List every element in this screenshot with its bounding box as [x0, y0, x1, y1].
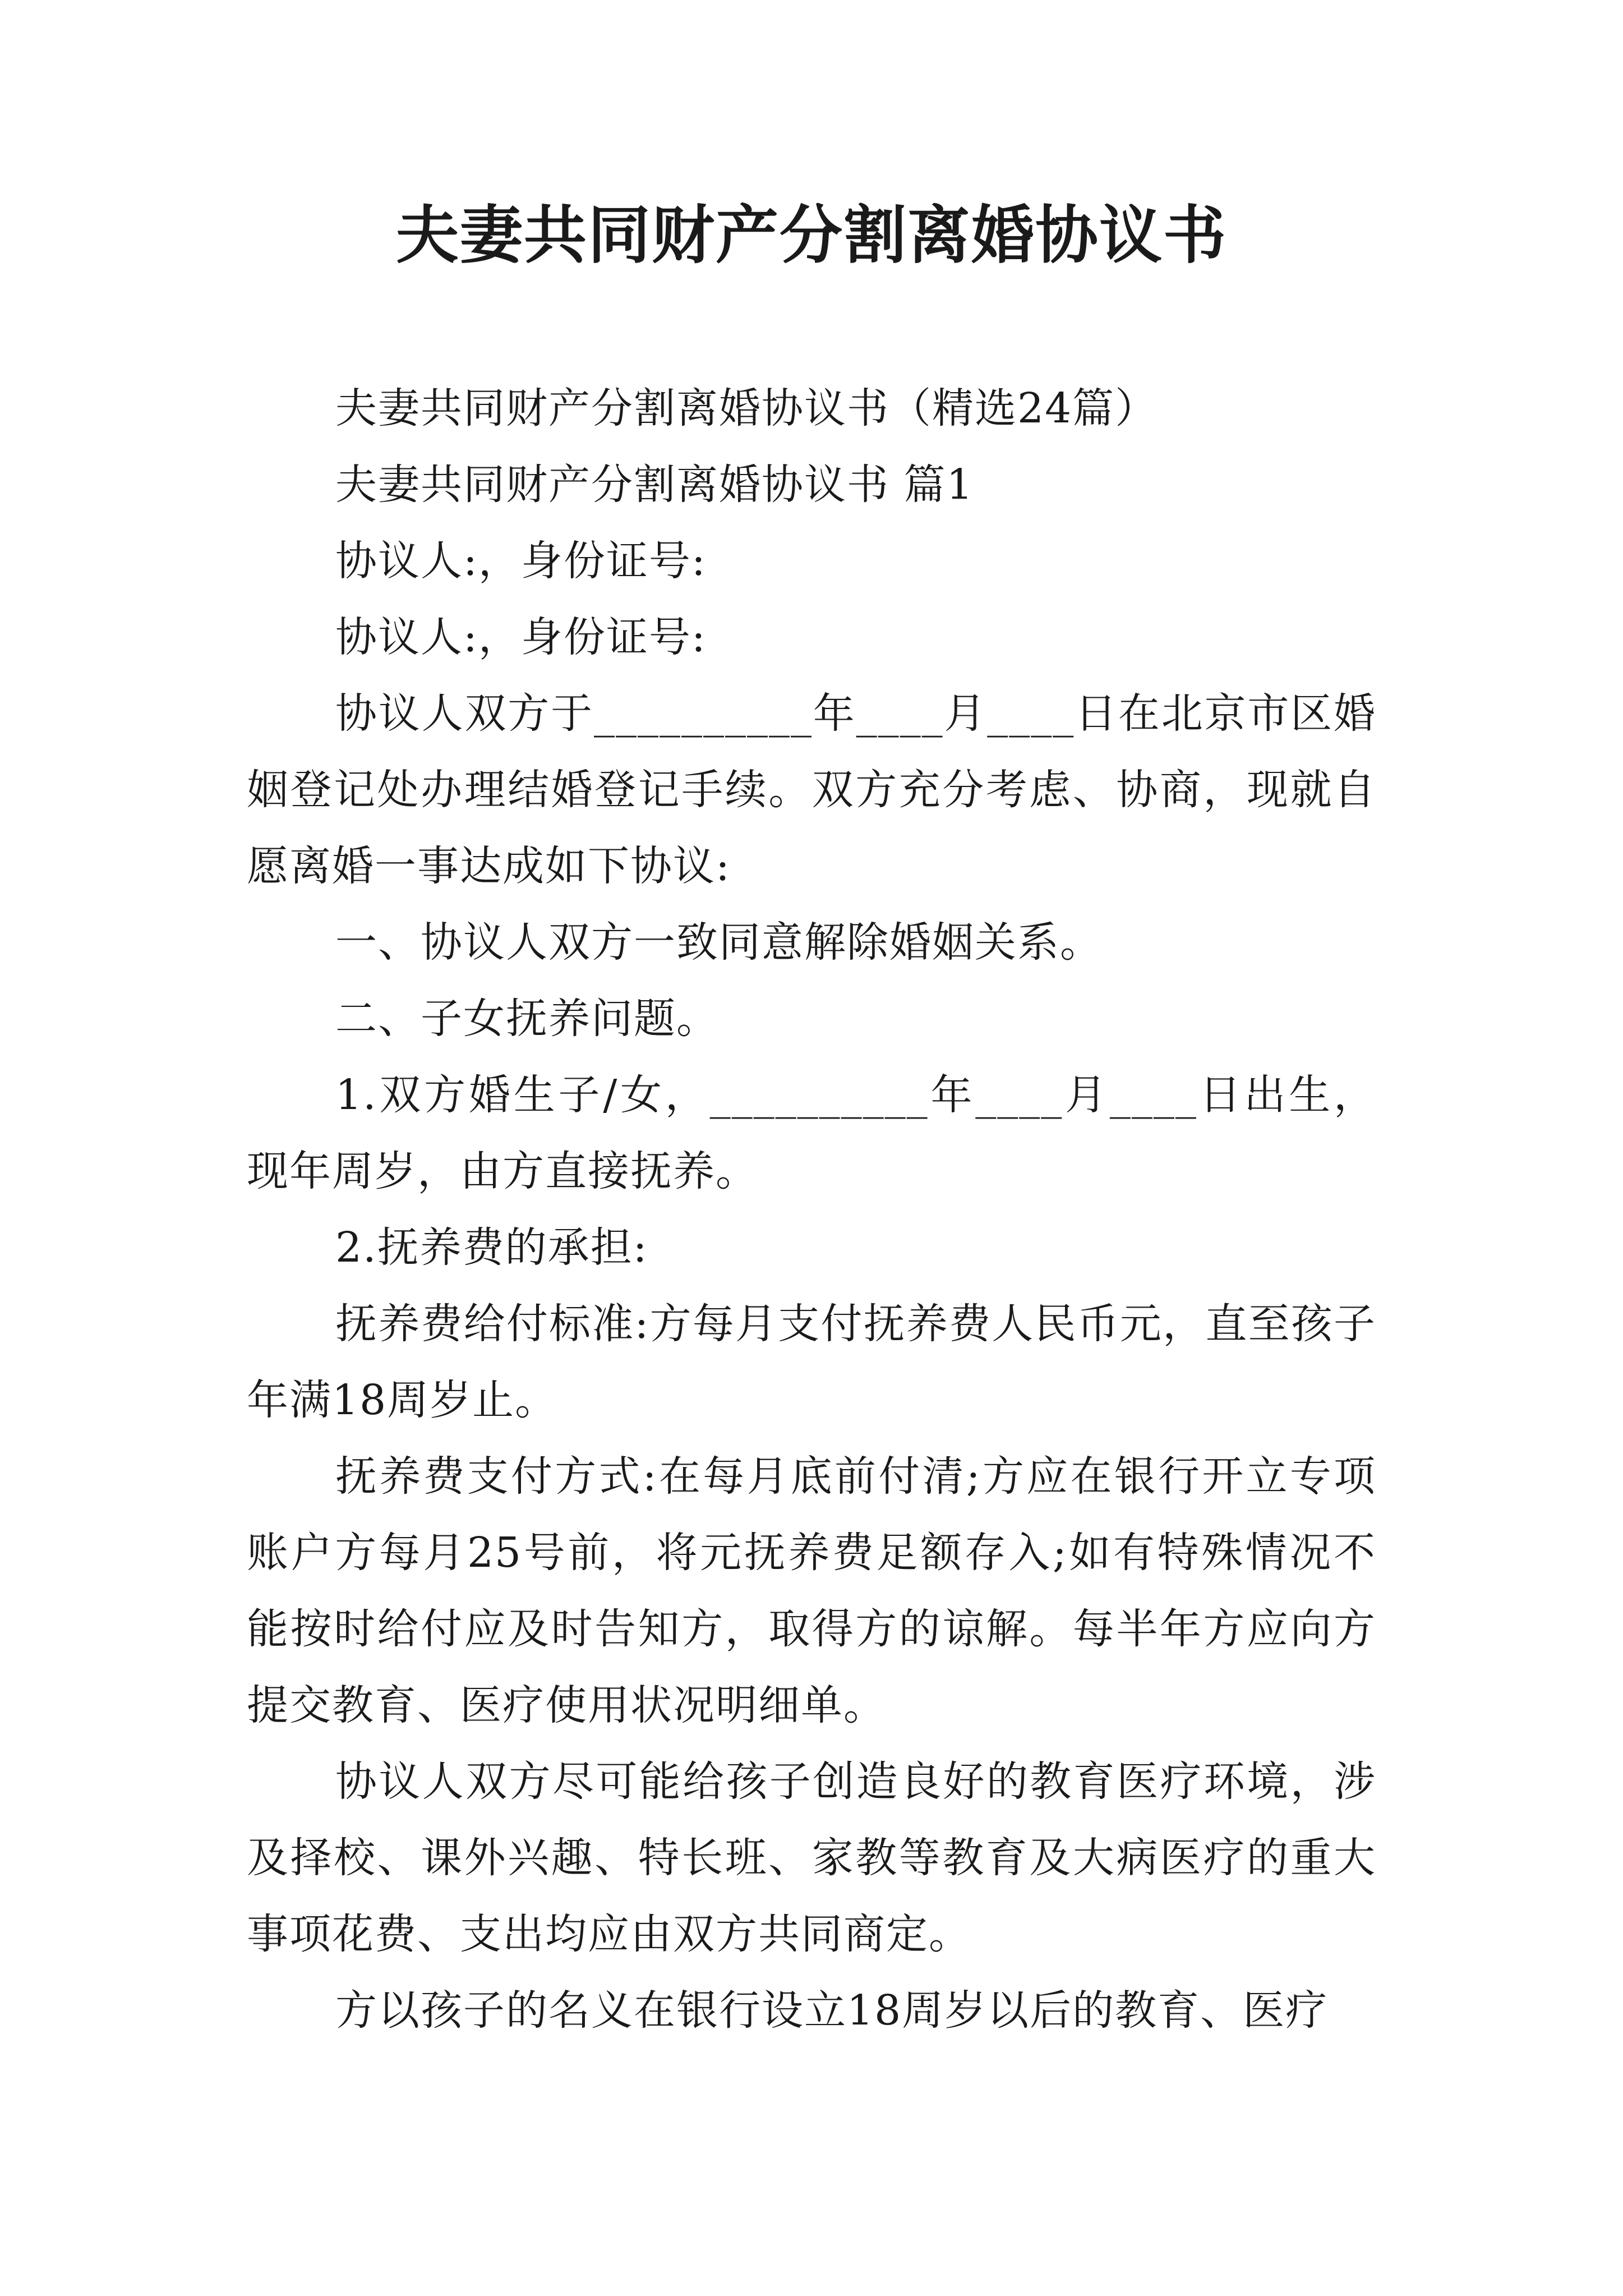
paragraph-education-medical: 协议人双方尽可能给孩子创造良好的教育医疗环境，涉及择校、课外兴趣、特长班、家教等教育及大病医疗的重大事项花费、支出均应由双方共同商定。	[247, 1757, 1376, 1958]
paragraph-section-heading: 夫妻共同财产分割离婚协议书 篇1	[335, 461, 974, 509]
paragraph-clause-2: 二、子女抚养问题。	[335, 995, 719, 1043]
paragraph-subtitle: 夫妻共同财产分割离婚协议书（精选24篇）	[335, 384, 1158, 432]
document-body	[247, 370, 1376, 2049]
paragraph-support-heading: 2.抚养费的承担:	[335, 1223, 648, 1272]
paragraph-clause-1: 一、协议人双方一致同意解除婚姻关系。	[335, 918, 1103, 967]
paragraph-party-2: 协议人:，身份证号:	[335, 613, 707, 661]
paragraph-child-info: 1.双方婚生子/女，__________年____月____日出生，现年周岁，由方直接抚养。	[247, 1071, 1376, 1195]
paragraph-bank-account: 方以孩子的名义在银行设立18周岁以后的教育、医疗	[335, 1986, 1329, 2035]
paragraph-support-payment: 抚养费支付方式:在每月底前付清;方应在银行开立专项账户方每月25号前，将元抚养费足额存入;如有特殊情况不能按时给付应及时告知方，取得方的谅解。每半年方应向方提交教育、医疗使用状况明细单。	[247, 1452, 1376, 1729]
paragraph-marriage-registration: 协议人双方于__________年____月____日在北京市区婚姻登记处办理结婚登记手续。双方充分考虑、协商，现就自愿离婚一事达成如下协议:	[247, 689, 1376, 890]
paragraph-support-standard: 抚养费给付标准:方每月支付抚养费人民币元，直至孩子年满18周岁止。	[247, 1300, 1376, 1424]
document-title: 夫妻共同财产分割离婚协议书	[396, 199, 1227, 272]
paragraph-party-1: 协议人:，身份证号:	[335, 537, 707, 585]
